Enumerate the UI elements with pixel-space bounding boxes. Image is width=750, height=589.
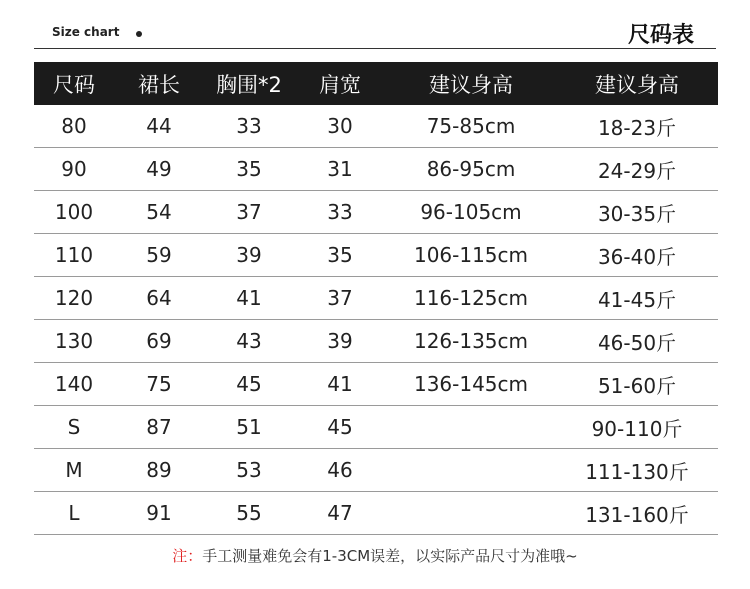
table-row xyxy=(34,105,718,148)
table-cell: 106-115cm xyxy=(386,234,556,277)
table-cell: 18-23斤 xyxy=(556,105,718,148)
table-row xyxy=(34,148,718,191)
table-cell: 126-135cm xyxy=(386,320,556,363)
table-cell xyxy=(386,449,556,492)
size-table xyxy=(34,62,718,535)
table-row xyxy=(34,320,718,363)
table-cell: 96-105cm xyxy=(386,191,556,234)
table-row xyxy=(34,277,718,320)
table-cell: 69 xyxy=(114,320,204,363)
bullet-dot-icon xyxy=(136,31,142,37)
table-cell: 30 xyxy=(294,105,386,148)
table-cell: 35 xyxy=(204,148,294,191)
table-cell: 136-145cm xyxy=(386,363,556,406)
table-cell: 41-45斤 xyxy=(556,277,718,320)
table-cell: 46-50斤 xyxy=(556,320,718,363)
table-cell: 31 xyxy=(294,148,386,191)
table-cell: 75-85cm xyxy=(386,105,556,148)
table-cell: 47 xyxy=(294,492,386,535)
table-cell: 39 xyxy=(294,320,386,363)
table-cell: 37 xyxy=(294,277,386,320)
table-cell: 51 xyxy=(204,406,294,449)
table-cell: 45 xyxy=(204,363,294,406)
size-chart-label: Size chart xyxy=(52,25,120,39)
table-cell: 89 xyxy=(114,449,204,492)
table-cell: 45 xyxy=(294,406,386,449)
table-cell: 41 xyxy=(294,363,386,406)
table-cell: 75 xyxy=(114,363,204,406)
table-cell: 43 xyxy=(204,320,294,363)
table-cell: L xyxy=(34,492,114,535)
table-cell: 131-160斤 xyxy=(556,492,718,535)
table-cell: M xyxy=(34,449,114,492)
table-cell: 91 xyxy=(114,492,204,535)
column-header: 建议身高 xyxy=(386,62,556,105)
table-cell: 24-29斤 xyxy=(556,148,718,191)
table-cell: 110 xyxy=(34,234,114,277)
table-cell: 55 xyxy=(204,492,294,535)
table-cell: 80 xyxy=(34,105,114,148)
column-header: 建议身高 xyxy=(556,62,718,105)
table-row xyxy=(34,363,718,406)
table-cell: 30-35斤 xyxy=(556,191,718,234)
table-cell xyxy=(386,492,556,535)
table-cell: 33 xyxy=(204,105,294,148)
table-cell: 90-110斤 xyxy=(556,406,718,449)
table-row xyxy=(34,191,718,234)
table-cell: 35 xyxy=(294,234,386,277)
table-cell: 39 xyxy=(204,234,294,277)
column-header: 尺码 xyxy=(34,62,114,105)
table-cell: 37 xyxy=(204,191,294,234)
table-cell: 116-125cm xyxy=(386,277,556,320)
table-row xyxy=(34,449,718,492)
table-cell: 44 xyxy=(114,105,204,148)
column-header: 胸围*2 xyxy=(204,62,294,105)
column-header: 肩宽 xyxy=(294,62,386,105)
table-cell: 111-130斤 xyxy=(556,449,718,492)
table-cell: 49 xyxy=(114,148,204,191)
table-cell: 51-60斤 xyxy=(556,363,718,406)
table-row xyxy=(34,492,718,535)
table-cell: 64 xyxy=(114,277,204,320)
table-cell: 53 xyxy=(204,449,294,492)
note-prefix: 注： xyxy=(172,547,203,565)
column-header: 裙长 xyxy=(114,62,204,105)
table-cell: 140 xyxy=(34,363,114,406)
table-cell xyxy=(386,406,556,449)
page-title: 尺码表 xyxy=(627,23,694,48)
table-cell: S xyxy=(34,406,114,449)
table-cell: 54 xyxy=(114,191,204,234)
table-cell: 33 xyxy=(294,191,386,234)
table-cell: 100 xyxy=(34,191,114,234)
table-cell: 86-95cm xyxy=(386,148,556,191)
note-text: 手工测量难免会有1-3CM误差，以实际产品尺寸为准哦~ xyxy=(202,547,578,565)
table-cell: 36-40斤 xyxy=(556,234,718,277)
table-row xyxy=(34,234,718,277)
table-cell: 41 xyxy=(204,277,294,320)
table-cell: 59 xyxy=(114,234,204,277)
size-chart-header xyxy=(34,18,716,49)
table-cell: 46 xyxy=(294,449,386,492)
measurement-note xyxy=(0,545,750,566)
table-cell: 130 xyxy=(34,320,114,363)
table-row xyxy=(34,406,718,449)
table-cell: 90 xyxy=(34,148,114,191)
table-header-row xyxy=(34,62,718,105)
table-cell: 87 xyxy=(114,406,204,449)
table-cell: 120 xyxy=(34,277,114,320)
table-body xyxy=(34,105,718,535)
